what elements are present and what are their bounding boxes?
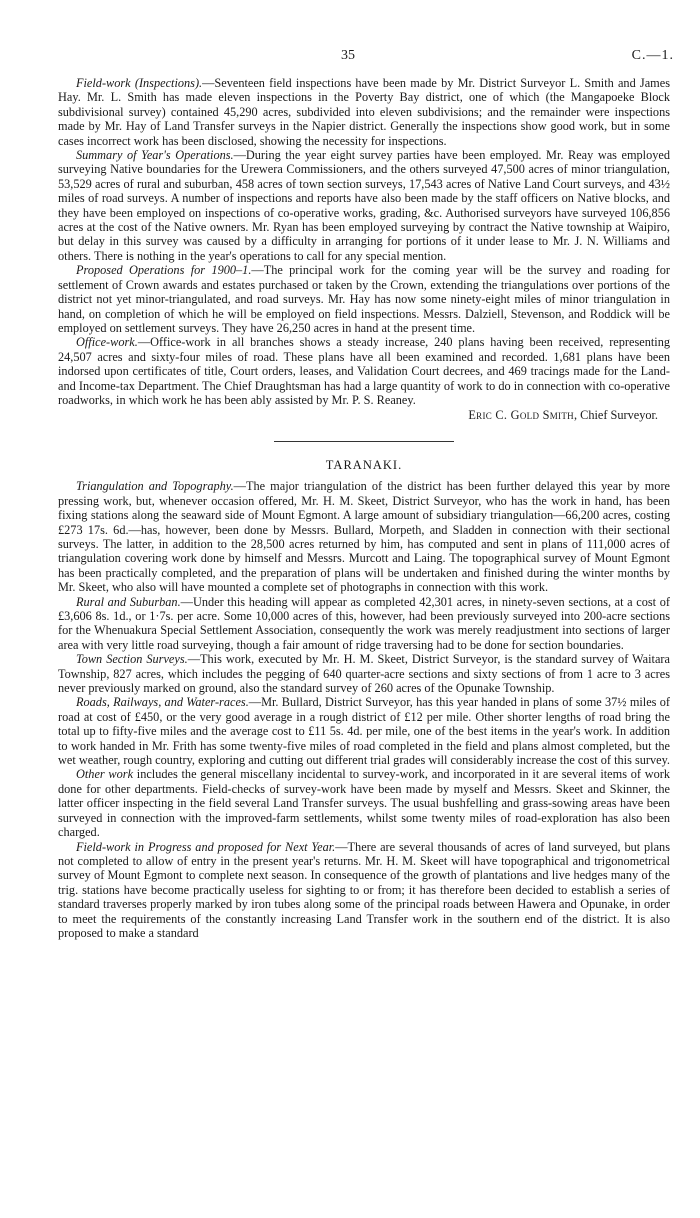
paragraph-title: Roads, Railways, and Water-races. [76,695,249,710]
paragraph [58,263,670,335]
paragraph-text: —Office-work in all branches shows a steady increase, 240 plans having been received, representing 24,507 acres and sixty-four miles of road. These plans have all been examined and recorded. 1,681 plans have been indorsed upon certificates of title, Court orders, leases, and Validation Court decrees, and 469 tracings made for the Land- and Income-tax Department. The Chief Draughtsman has had a large quantity of work to do in connection with co-operative roadworks, in which work he has been ably assisted by Mr. P. S. Reaney. [58,335,670,407]
paragraph-text: includes the general miscellany incidental to survey-work, and incorporated in it are several items of work done for other departments. Field-checks of survey-work have been made by myself and Messrs. Skeet and Skinner, the latter officer inspecting in the field several Land Transfer surveys. The usual bushfelling and grass-sowing areas have been surveyed in connection with the improved-farm settlements, whilst some twenty miles of road-exploration has also been charged. [58,767,670,840]
paragraph-title: Summary of Year's Operations. [76,148,234,163]
paragraph [58,479,670,594]
paragraph [58,595,670,653]
page-number: 35 [341,48,355,63]
paragraph-text: —This work, executed by Mr. H. M. Skeet, District Surveyor, is the standard survey of Waitara Township, 827 acres, which includes the pegging of 640 quarter-acre sections and sixty sections of from 1 acre to 3 acres never previously marked on ground, also the standard survey of 260 acres of the Opunake Township. [58,652,670,696]
paragraph-text: —The principal work for the coming year will be the survey and roading for settlement of Crown awards and estates purchased or taken by the Crown, extending the triangulations over portions of the district not yet minor-triangulated, and road surveys. Mr. Hay has now some ninety-eight miles of minor triangulation in hand, on completion of which he will be employed on field inspections. Messrs. Dalziell, Stevenson, and Roddick will be employed on settlement surveys. They have 26,250 acres in hand at the present time. [58,263,670,335]
paragraph-text: —The major triangulation of the district has been further delayed this year by more pressing work, but, whenever occasion offered, Mr. H. M. Skeet, District Surveyor, who has the work in hand, has been fixing stations along the seaward side of Mount Egmont. A large amount of subsidiary triangulation—66,200 acres, costing £273 17s. 6d.—has, however, been done by Messrs. Bullard, Morpeth, and Sladden in connection with their sectional surveys. The latter, in addition to the 28,500 acres returned by him, has computed and sent in plans of 111,000 acres of triangulation covering work done by himself and Messrs. Murcott and Laing. The topographical survey of Mount Egmont has been practically completed, and the preparation of plans will be undertaken and finished during the winter months by Mr. Skeet, who also will have mounted a complete set of photographs in connection with this work. [58,479,670,595]
section-divider [274,441,454,442]
paragraph-title: Town Section Surveys. [76,652,188,667]
paragraph-title: Triangulation and Topography. [76,479,234,494]
napier-section [58,76,670,407]
paragraph [58,767,670,839]
paragraph-title: Office-work. [76,335,138,350]
page-content [58,76,670,940]
paragraph [58,840,670,941]
paragraph-text: —During the year eight survey parties have been employed. Mr. Reay was employed surveying Native boundaries for the Urewera Commissioners, and the others surveyed 47,500 acres of minor triangulation, 53,529 acres of rural and suburban, 458 acres of town section surveys, 17,543 acres of Native Land Court surveys, and 43½ miles of road surveys. A number of inspections and reports have also been made by the staff officers on Native blocks, and they have been employed on inspections of co-operative works, grading, &c. Authorised surveyors have surveyed 106,856 acres at the cost of the Native owners. Mr. Ryan has been employed surveying by contract the Native township at Waipiro, but delay in this survey was caused by a difficulty in arranging for portions of it under lease to Mr. J. N. Williams and others. There is nothing in the year's operations to call for any special mention. [58,148,670,263]
paragraph [58,652,670,695]
paragraph-title: Rural and Suburban. [76,594,181,609]
paragraph [58,695,670,767]
section-heading-taranaki: TARANAKI. [325,458,403,473]
paragraph-title: Field-work (Inspections). [76,76,203,90]
paragraph-text: —Under this heading will appear as completed 42,301 acres, in ninety-seven sections, at a cost of £3,606 8s. 1d., or 1·7s. per acre. Some 10,000 acres of this, however, had been previously surveyed into 200-acre sections for the Whenuakura Special Settlement Association, consequently the work was merely readjustment into sections of larger area with very little road surveying, though a fair amount of ridge traversing had to be done for section boundaries. [58,594,670,652]
paragraph [58,335,670,407]
signature-name: Eric C. Gold Smith [468,408,574,423]
taranaki-section [58,479,670,940]
paragraph [58,76,670,148]
document-reference: C.—1. [631,48,674,63]
signature [58,408,670,423]
paragraph-title: Field-work in Progress and proposed for Next Year. [76,839,336,854]
signature-role: , Chief Surveyor. [573,408,658,423]
paragraph-text: —Seventeen field inspections have been made by Mr. District Surveyor L. Smith and James Hay. Mr. L. Smith has made eleven inspections in the Poverty Bay district, one of which (the Mangapoeke Block subdivisional survey) contained 45,290 acres, subdivided into eleven subdivisions; and the remainder were inspections made by Mr. Hay of Land Transfer surveys in the Napier district. Generally the inspections show good work, but in some cases incorrect work has been disclosed, showing the necessity for inspections. [58,76,670,148]
paragraph-title: Other work [76,767,134,782]
paragraph [58,148,670,263]
page-header [0,48,700,64]
paragraph-title: Proposed Operations for 1900–1. [76,263,252,278]
paragraph-text: —Mr. Bullard, District Surveyor, has this year handed in plans of some 37½ miles of road at cost of £450, or the very good average in a rough district of £12 per mile. Other shorter lengths of road bring the total up to fifty-five miles and the average cost to £11 5s. 4d. per mile, one of the best items in the year's work. In addition to work handed in Mr. Frith has some twenty-five miles of road completed in the field and plans almost completed, but the wet weather, rough country, exploring and cutting out different trial grades will considerably increase the cost of this survey. [58,695,671,768]
paragraph-text: —There are several thousands of acres of land surveyed, but plans not completed to allow of entry in the present year's returns. Mr. H. M. Skeet will have topographical and trigonometrical survey of Mount Egmont to complete next season. In consequence of the growth of plantations and live hedges many of the trig. stations have become practically useless for sighting to or from; it has therefore been decided to establish a series of standard traverses properly marked by iron tubes along some of the principal roads between Hawera and Opunake, in order to meet the requirements of the constantly increasing Land Transfer work in the southern end of the district. It is also proposed to make a standard [58,839,670,940]
